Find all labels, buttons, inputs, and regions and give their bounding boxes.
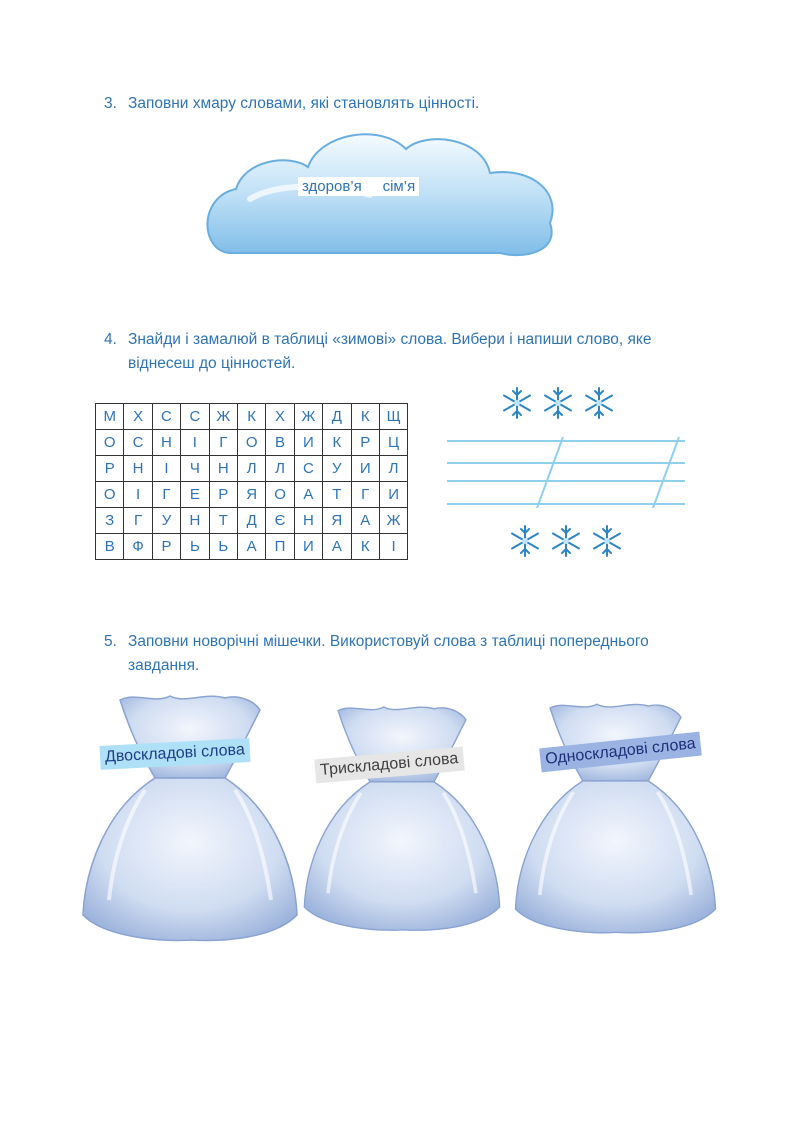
snowflake-icon — [582, 386, 616, 420]
sack-image-1 — [75, 690, 305, 955]
grid-cell[interactable]: З — [96, 508, 124, 534]
task-4-number: 4. — [104, 331, 117, 348]
grid-cell[interactable]: Р — [152, 534, 180, 560]
grid-cell[interactable]: О — [96, 482, 124, 508]
grid-cell[interactable]: О — [96, 430, 124, 456]
grid-cell[interactable]: І — [124, 482, 152, 508]
grid-cell[interactable]: Ж — [379, 508, 407, 534]
task-3-text: Заповни хмару словами, які становлять цінності. — [128, 95, 480, 112]
letter-grid — [95, 403, 408, 560]
grid-cell[interactable]: Л — [379, 456, 407, 482]
grid-cell[interactable]: И — [294, 534, 322, 560]
grid-cell[interactable]: Р — [351, 430, 379, 456]
grid-cell[interactable]: Х — [266, 404, 294, 430]
grid-cell[interactable]: Т — [323, 482, 351, 508]
grid-cell[interactable]: Д — [323, 404, 351, 430]
grid-cell[interactable]: К — [323, 430, 351, 456]
task-3-number: 3. — [104, 95, 117, 112]
grid-cell[interactable]: Л — [237, 456, 265, 482]
grid-cell[interactable]: О — [237, 430, 265, 456]
sack-image-3 — [508, 690, 723, 955]
snowflake-icon — [541, 386, 575, 420]
grid-row — [96, 482, 408, 508]
grid-cell[interactable]: Є — [266, 508, 294, 534]
sack-image-2 — [297, 690, 507, 955]
grid-cell[interactable]: С — [181, 404, 209, 430]
grid-cell[interactable]: Ь — [209, 534, 237, 560]
grid-cell[interactable]: Ж — [294, 404, 322, 430]
grid-cell[interactable]: І — [379, 534, 407, 560]
grid-cell[interactable]: К — [237, 404, 265, 430]
grid-cell[interactable]: А — [351, 508, 379, 534]
task-4-text: Знайди і замалюй в таблиці «зимові» слова. Вибери і напиши слово, яке віднесеш до цінностей. — [128, 331, 652, 372]
grid-cell[interactable]: В — [266, 430, 294, 456]
grid-cell[interactable]: Ь — [181, 534, 209, 560]
grid-cell[interactable]: К — [351, 534, 379, 560]
sack-label-1: Двоскладові слова — [99, 738, 250, 770]
grid-cell[interactable]: И — [294, 430, 322, 456]
sack-label-2: Трискладові слова — [314, 747, 464, 784]
grid-cell[interactable]: Ж — [209, 404, 237, 430]
grid-cell[interactable]: Г — [124, 508, 152, 534]
sack-label-3: Односкладові слова — [539, 732, 702, 773]
grid-cell[interactable]: Я — [237, 482, 265, 508]
grid-cell[interactable]: В — [96, 534, 124, 560]
grid-cell[interactable]: Р — [209, 482, 237, 508]
grid-cell[interactable]: У — [323, 456, 351, 482]
grid-cell[interactable]: И — [379, 482, 407, 508]
grid-cell[interactable]: С — [124, 430, 152, 456]
snowflake-icon — [590, 524, 624, 558]
grid-cell[interactable]: Р — [96, 456, 124, 482]
grid-cell[interactable]: А — [294, 482, 322, 508]
grid-cell[interactable]: Е — [181, 482, 209, 508]
grid-cell[interactable]: Ц — [379, 430, 407, 456]
grid-cell[interactable]: І — [152, 456, 180, 482]
grid-cell[interactable]: Н — [152, 430, 180, 456]
grid-row — [96, 404, 408, 430]
grid-cell[interactable]: Н — [181, 508, 209, 534]
snowflake-icon — [508, 524, 542, 558]
grid-cell[interactable]: Ч — [181, 456, 209, 482]
task-5-number: 5. — [104, 633, 117, 650]
grid-cell[interactable]: С — [152, 404, 180, 430]
grid-cell[interactable]: Г — [152, 482, 180, 508]
grid-cell[interactable]: М — [96, 404, 124, 430]
grid-row — [96, 430, 408, 456]
snowflake-icon — [549, 524, 583, 558]
grid-row — [96, 508, 408, 534]
grid-cell[interactable]: Д — [237, 508, 265, 534]
writing-lines — [445, 434, 687, 510]
grid-cell[interactable]: Т — [209, 508, 237, 534]
grid-cell[interactable]: Г — [209, 430, 237, 456]
grid-cell[interactable]: Л — [266, 456, 294, 482]
grid-cell[interactable]: І — [181, 430, 209, 456]
grid-cell[interactable]: Х — [124, 404, 152, 430]
grid-cell[interactable]: Н — [294, 508, 322, 534]
snowflake-icon — [500, 386, 534, 420]
grid-cell[interactable]: Н — [209, 456, 237, 482]
grid-cell[interactable]: У — [152, 508, 180, 534]
grid-cell[interactable]: О — [266, 482, 294, 508]
grid-cell[interactable]: А — [237, 534, 265, 560]
grid-cell[interactable]: А — [323, 534, 351, 560]
grid-cell[interactable]: Щ — [379, 404, 407, 430]
grid-row — [96, 534, 408, 560]
grid-row — [96, 456, 408, 482]
grid-cell[interactable]: Н — [124, 456, 152, 482]
grid-cell[interactable]: Я — [323, 508, 351, 534]
task-5-text: Заповни новорічні мішечки. Використовуй слова з таблиці попереднього завдання. — [128, 633, 649, 674]
grid-cell[interactable]: Ф — [124, 534, 152, 560]
grid-cell[interactable]: К — [351, 404, 379, 430]
cloud-shape — [200, 125, 560, 270]
grid-cell[interactable]: П — [266, 534, 294, 560]
cloud-words: здоров’я сім’я — [298, 177, 419, 196]
grid-cell[interactable]: И — [351, 456, 379, 482]
grid-cell[interactable]: С — [294, 456, 322, 482]
grid-cell[interactable]: Г — [351, 482, 379, 508]
